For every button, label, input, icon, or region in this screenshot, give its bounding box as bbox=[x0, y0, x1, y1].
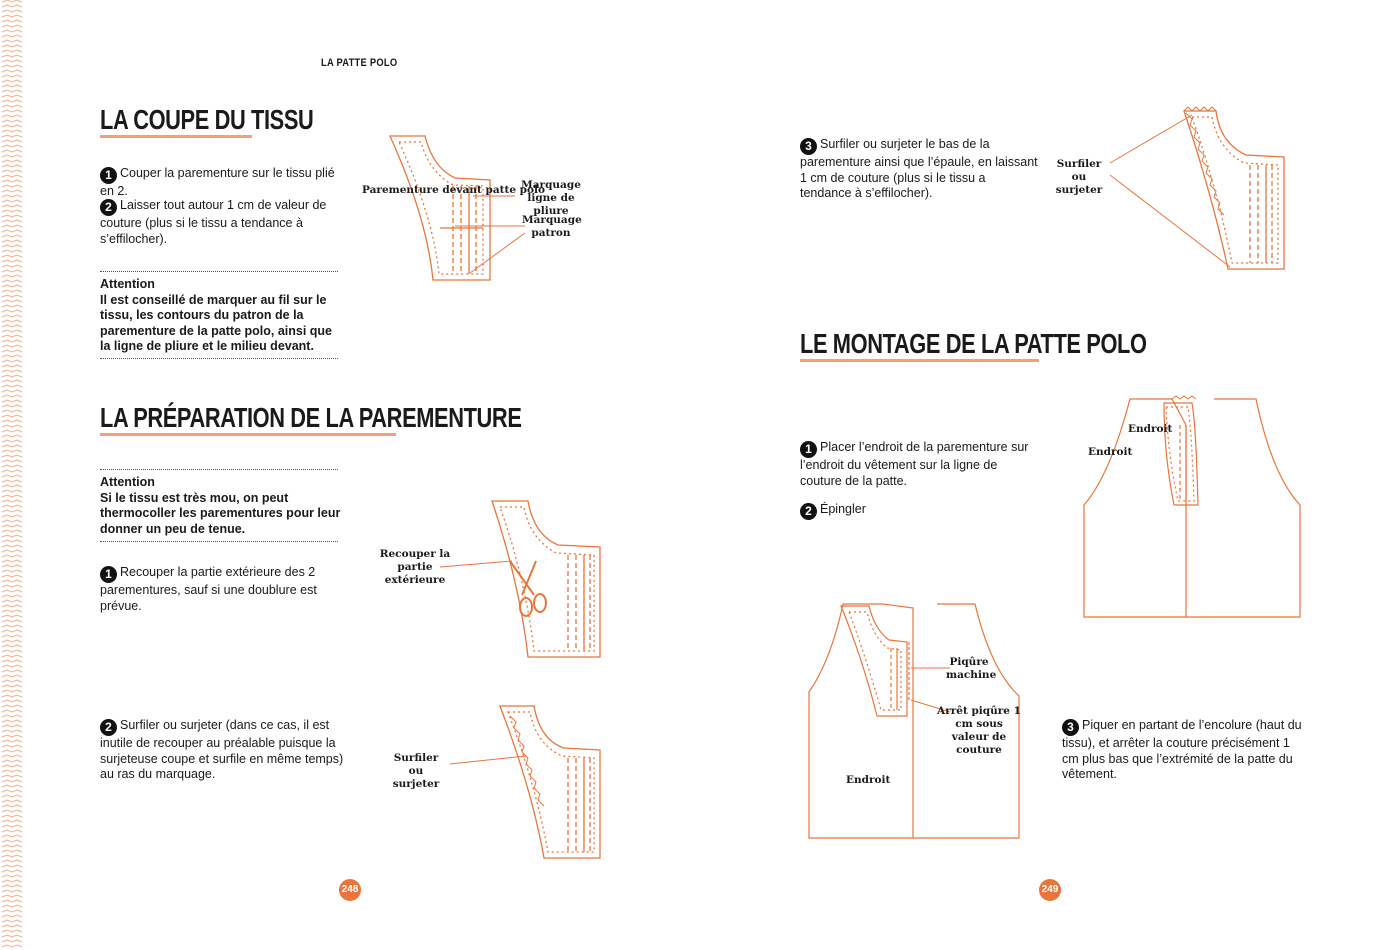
zigzag-border bbox=[0, 0, 24, 950]
montage-step-2 bbox=[800, 502, 1038, 520]
step-number: 1 bbox=[100, 167, 117, 184]
heading-preparation: LA PRÉPARATION DE LA PAREMENTURE bbox=[100, 402, 522, 433]
label-recouper: Recouper la partie extérieure bbox=[379, 548, 451, 586]
dotted-divider bbox=[100, 469, 338, 470]
step-number: 2 bbox=[800, 503, 817, 520]
step-text: Piquer en partant de l’encolure (haut du tissu), et arrêter la couture précisément 1 cm plus bas que l’extrémité de la patte du vêtement. bbox=[1062, 718, 1302, 781]
label-marquage-patron: Marquage patron bbox=[522, 214, 582, 239]
label-endroit-b: Endroit bbox=[1128, 423, 1173, 435]
montage-step-3 bbox=[1062, 718, 1306, 783]
dotted-divider bbox=[100, 541, 338, 542]
step-text: Placer l’endroit de la parementure sur l’endroit du vêtement sur la ligne de couture de la patte. bbox=[800, 440, 1029, 488]
heading-montage: LE MONTAGE DE LA PATTE POLO bbox=[800, 328, 1147, 359]
label-parementure: Parementure devant patte polo bbox=[362, 184, 545, 196]
attention-box-coupe bbox=[100, 277, 342, 355]
coupe-step-1 bbox=[100, 166, 345, 200]
step-text: Épingler bbox=[820, 502, 866, 516]
heading-rule bbox=[800, 359, 1039, 362]
attention-title: Attention bbox=[100, 277, 155, 291]
label-piqure: Piqûre machine bbox=[946, 656, 997, 681]
step-number: 3 bbox=[800, 138, 817, 155]
attention-text: Il est conseillé de marquer au fil sur le tissu, les contours du patron de la parementure de la patte polo, ainsi que la ligne de pliure et le milieu devant. bbox=[100, 292, 332, 353]
label-endroit-a: Endroit bbox=[1088, 446, 1133, 458]
page-number-left: 248 bbox=[339, 879, 361, 901]
step-number: 1 bbox=[100, 566, 117, 583]
label-surfiler-left: Surfiler ou surjeter bbox=[392, 752, 440, 790]
heading-rule bbox=[100, 433, 396, 436]
step-number: 2 bbox=[100, 199, 117, 216]
label-surfiler-right: Surfiler ou surjeter bbox=[1055, 158, 1103, 196]
preparation-step-1 bbox=[100, 565, 345, 614]
coupe-step-2 bbox=[100, 198, 345, 247]
step-text: Surfiler ou surjeter (dans ce cas, il est inutile de recouper au préalable puisque la surjeteuse coupe et surfile en même temps) au ras du marquage. bbox=[100, 718, 344, 781]
label-arret: Arrêt piqûre 1 cm sous valeur de couture bbox=[937, 705, 1021, 756]
heading-coupe: LA COUPE DU TISSU bbox=[100, 104, 314, 135]
dotted-divider bbox=[100, 358, 338, 359]
heading-rule bbox=[100, 135, 252, 138]
step-number: 2 bbox=[100, 719, 117, 736]
attention-text: Si le tissu est très mou, on peut thermocoller les parementures pour leur donner un peu de tenue. bbox=[100, 490, 341, 536]
running-head: LA PATTE POLO bbox=[321, 57, 398, 69]
attention-title: Attention bbox=[100, 475, 155, 489]
parementure-pattern-illustration bbox=[385, 128, 505, 288]
step-number: 1 bbox=[800, 441, 817, 458]
right-step-3-surfiler bbox=[800, 137, 1038, 202]
montage-step-1 bbox=[800, 440, 1038, 489]
label-marquage-pliure: Marquage ligne de pliure bbox=[521, 179, 581, 217]
attention-box-preparation bbox=[100, 475, 342, 537]
recouper-illustration bbox=[450, 495, 610, 665]
dotted-divider bbox=[100, 271, 338, 272]
step-text: Couper la parementure sur le tissu plié en 2. bbox=[100, 166, 335, 198]
label-endroit-c: Endroit bbox=[846, 774, 891, 786]
surfiler-shoulder-illustration bbox=[1100, 105, 1300, 280]
page-number-right: 249 bbox=[1039, 879, 1061, 901]
scissors-icon bbox=[510, 561, 546, 616]
step-number: 3 bbox=[1062, 719, 1079, 736]
step-text: Recouper la partie extérieure des 2 parementures, sauf si une doublure est prévue. bbox=[100, 565, 317, 613]
surfiler-illustration bbox=[460, 700, 610, 865]
step-text: Surfiler ou surjeter le bas de la parementure ainsi que l’épaule, en laissant 1 cm de couture (plus si le tissu a tendance à s’effilocher). bbox=[800, 137, 1038, 200]
step-text: Laisser tout autour 1 cm de valeur de couture (plus si le tissu a tendance à s’effilocher). bbox=[100, 198, 327, 246]
preparation-step-2 bbox=[100, 718, 345, 783]
montage-garment-illustration bbox=[1080, 395, 1305, 625]
